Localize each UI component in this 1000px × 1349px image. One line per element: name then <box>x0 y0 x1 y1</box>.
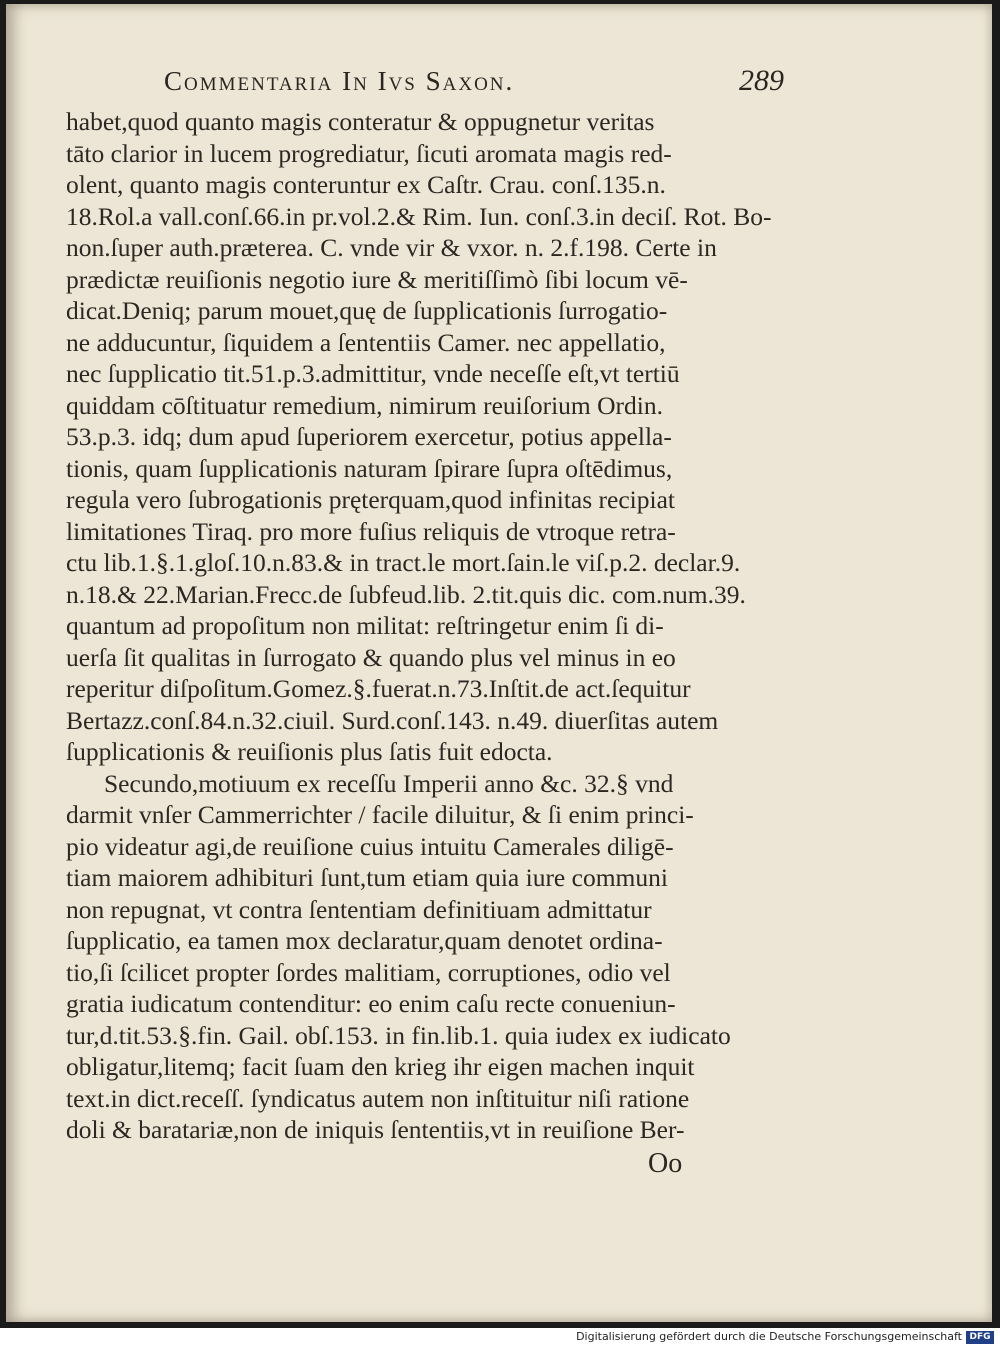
text-line: Bertazz.conſ.84.n.32.ciuil. Surd.conſ.143. n.49. diuerſitas autem <box>66 705 719 735</box>
funding-credit: Digitalisierung gefördert durch die Deutsche Forschungsgemeinschaft <box>576 1330 962 1343</box>
text-line: dicat.Deniq; parum mouet,quę de ſupplicationis ſurrogatio- <box>66 296 668 325</box>
text-line: doli & baratariæ,non de iniquis ſententiis,vt in reuiſione Ber- <box>66 1115 685 1144</box>
text-line: pio videatur agi,de reuiſione cuius intuitu Camerales diligē- <box>66 831 674 861</box>
text-line: nec ſupplicatio tit.51.p.3.admittitur, vnde neceſſe eſt,vt tertiū <box>66 359 680 388</box>
text-line: tāto clarior in lucem progrediatur, ſicuti aromata magis red- <box>66 138 672 168</box>
catchword: Oo <box>648 1148 683 1179</box>
body-text <box>66 106 786 1146</box>
text-line: prædictæ reuiſionis negotio iure & meritiſſimò ſibi locum vē- <box>66 264 688 294</box>
text-line: habet,quod quanto magis conteratur & oppugnetur veritas <box>66 107 655 136</box>
text-line: ctu lib.1.§.1.gloſ.10.n.83.& in tract.le mort.ſain.le viſ.p.2. declar.9. <box>66 548 741 577</box>
dfg-logo: DFG <box>966 1331 994 1344</box>
footer-bar <box>0 1328 1000 1349</box>
text-line: reperitur diſpoſitum.Gomez.§.fuerat.n.73.Inſtit.de act.ſequitur <box>66 674 691 703</box>
text-line: ne adducuntur, ſiquidem a ſententiis Camer. nec appellatio, <box>66 327 666 357</box>
page-number: 289 <box>739 64 784 97</box>
text-line: tur,d.tit.53.§.fin. Gail. obſ.153. in fin.lib.1. quia iudex ex iudicato <box>66 1020 731 1050</box>
text-line: ſupplicationis & reuiſionis plus ſatis fuit edocta. <box>66 737 553 766</box>
text-line: gratia iudicatum contenditur: eo enim caſu recte conueniun- <box>66 989 676 1018</box>
text-line: olent, quanto magis conteruntur ex Caſtr. Crau. conſ.135.n. <box>66 170 666 199</box>
text-line: quiddam cōſtituatur remedium, nimirum reuiſorium Ordin. <box>66 390 664 420</box>
book-page <box>6 4 992 1322</box>
text-line: 18.Rol.a vall.conſ.66.in pr.vol.2.& Rim. Iun. conſ.3.in deciſ. Rot. Bo- <box>66 201 772 231</box>
paragraph-start-line: Secundo,motiuum ex receſſu Imperii anno &c. 32.§ vnd <box>104 768 674 798</box>
text-line: uerſa ſit qualitas in ſurrogato & quando plus vel minus in eo <box>66 642 676 672</box>
text-line: non.ſuper auth.præterea. C. vnde vir & vxor. n. 2.f.198. Certe in <box>66 233 717 262</box>
running-title: Commentaria In Ivs Saxon. <box>164 66 515 96</box>
text-line: text.in dict.receſſ. ſyndicatus autem non inſtituitur niſi ratione <box>66 1083 690 1113</box>
text-line: quantum ad propoſitum non militat: reſtringetur enim ſi di- <box>66 611 664 640</box>
text-line: darmit vnſer Cammerrichter / facile diluitur, & ſi enim princi- <box>66 800 694 829</box>
text-line: obligatur,litemq; facit ſuam den krieg ihr eigen machen inquit <box>66 1052 695 1081</box>
text-line: regula vero ſubrogationis pręterquam,quod infinitas recipiat <box>66 485 675 514</box>
text-line: n.18.& 22.Marian.Frecc.de ſubfeud.lib. 2.tit.quis dic. com.num.39. <box>66 579 746 609</box>
text-line: tionis, quam ſupplicationis naturam ſpirare ſupra oſtēdimus, <box>66 453 673 483</box>
text-line: ſupplicatio, ea tamen mox declaratur,quam denotet ordina- <box>66 926 663 955</box>
text-line: tiam maiorem adhibituri ſunt,tum etiam quia iure communi <box>66 863 668 892</box>
text-line: tio,ſi ſcilicet propter ſordes malitiam, corruptiones, odio vel <box>66 957 671 987</box>
text-line: non repugnat, vt contra ſententiam definitiuam admittatur <box>66 894 652 924</box>
page-header <box>164 66 784 100</box>
text-line: 53.p.3. idq; dum apud ſuperiorem exercetur, potius appella- <box>66 422 672 451</box>
text-line: limitationes Tiraq. pro more fuſius reliquis de vtroque retra- <box>66 516 676 546</box>
